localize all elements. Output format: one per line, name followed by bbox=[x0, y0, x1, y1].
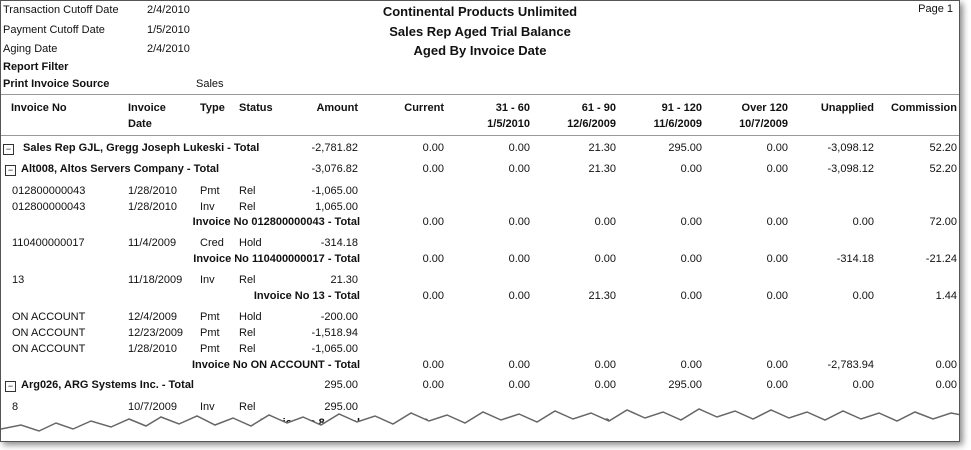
report-subtitle: Aged By Invoice Date bbox=[413, 43, 547, 58]
aging-c61-value: 0.00 bbox=[594, 379, 616, 391]
report-filter-label: Report Filter bbox=[3, 61, 69, 73]
aging-c31-value: 0.00 bbox=[508, 163, 530, 175]
invoice-date: 12/4/2009 bbox=[128, 311, 177, 323]
invoice-type: Inv bbox=[200, 274, 215, 286]
filter-value-payment-cutoff: 1/5/2010 bbox=[147, 24, 190, 36]
filter-label-transaction-cutoff: Transaction Cutoff Date bbox=[3, 4, 119, 16]
collapse-toggle-icon[interactable]: − bbox=[3, 144, 14, 155]
col-91-120-date: 11/6/2009 bbox=[653, 118, 702, 130]
aging-c91-value: 295.00 bbox=[668, 142, 702, 154]
amount-value: 21.30 bbox=[330, 274, 358, 286]
aging-over-value: 0.00 bbox=[766, 359, 788, 371]
invoice-type: Cred bbox=[200, 237, 224, 249]
amount-value: 1,065.00 bbox=[315, 201, 358, 213]
aging-unapplied-value: -3,098.12 bbox=[827, 163, 874, 175]
aging-commission-value: -21.24 bbox=[925, 253, 957, 265]
aging-current-value: 0.00 bbox=[422, 379, 444, 391]
aging-c91-value: 0.00 bbox=[680, 359, 702, 371]
aging-c61-value: 21.30 bbox=[588, 163, 616, 175]
aging-current-value: 0.00 bbox=[422, 290, 444, 302]
col-31-60: 31 - 60 bbox=[495, 102, 530, 114]
detail-row bbox=[1, 274, 959, 290]
detail-row bbox=[1, 327, 959, 343]
aging-current-value: 0.00 bbox=[422, 359, 444, 371]
aging-current-value: 0.00 bbox=[422, 216, 444, 228]
aging-c61-value: 0.00 bbox=[594, 359, 616, 371]
aging-unapplied-value: 0.00 bbox=[852, 216, 874, 228]
aging-c61-value: 21.30 bbox=[588, 142, 616, 154]
filter-value-transaction-cutoff: 2/4/2010 bbox=[147, 4, 190, 16]
detail-row bbox=[1, 201, 959, 217]
aging-c31-value: 0.00 bbox=[508, 142, 530, 154]
invoice-no: ON ACCOUNT bbox=[12, 327, 86, 339]
invoice-no: 13 bbox=[12, 274, 25, 286]
aging-c61-value: 21.30 bbox=[588, 290, 616, 302]
invoice-type: Inv bbox=[200, 401, 215, 413]
invoice-date: 12/23/2009 bbox=[128, 327, 184, 339]
invoice-date: 1/28/2010 bbox=[128, 201, 177, 213]
aging-unapplied-value: 0.00 bbox=[852, 379, 874, 391]
aging-current-value: 0.00 bbox=[422, 163, 444, 175]
aging-current-value: 0.00 bbox=[422, 142, 444, 154]
filter-value-aging-date: 2/4/2010 bbox=[147, 43, 190, 55]
invoice-total-row bbox=[1, 253, 959, 269]
aging-over-value: 0.00 bbox=[766, 142, 788, 154]
aging-c31-value: 0.00 bbox=[508, 290, 530, 302]
invoice-status: Hold bbox=[239, 311, 262, 323]
invoice-status: Rel bbox=[239, 274, 256, 286]
torn-edge bbox=[1, 407, 960, 441]
invoice-total-label: Invoice No ON ACCOUNT - Total bbox=[191, 359, 360, 371]
invoice-status: Rel bbox=[239, 343, 256, 355]
aging-c91-value: 0.00 bbox=[680, 216, 702, 228]
invoice-status: Hold bbox=[239, 237, 262, 249]
report-title: Sales Rep Aged Trial Balance bbox=[389, 24, 571, 39]
col-invoice-date-line2: Date bbox=[128, 118, 152, 130]
amount-value: 295.00 bbox=[324, 401, 358, 413]
invoice-date: 11/4/2009 bbox=[128, 237, 177, 249]
aging-c31-value: 0.00 bbox=[508, 379, 530, 391]
col-commission: Commission bbox=[890, 102, 957, 114]
print-invoice-source-value: Sales bbox=[196, 78, 224, 90]
col-over-120-date: 10/7/2009 bbox=[739, 118, 788, 130]
col-amount: Amount bbox=[316, 102, 358, 114]
invoice-no: ON ACCOUNT bbox=[12, 343, 86, 355]
aging-over-value: 0.00 bbox=[766, 163, 788, 175]
invoice-no: 8 bbox=[12, 401, 19, 413]
filter-label-aging-date: Aging Date bbox=[3, 43, 58, 55]
invoice-total-label: Invoice No 012800000043 - Total bbox=[192, 216, 360, 228]
aging-commission-value: 52.20 bbox=[929, 163, 957, 175]
invoice-type: Inv bbox=[200, 201, 215, 213]
aging-c91-value: 0.00 bbox=[680, 253, 702, 265]
invoice-no: 012800000043 bbox=[12, 201, 86, 213]
group-total-row bbox=[1, 379, 959, 395]
col-invoice-no: Invoice No bbox=[11, 102, 67, 114]
aging-c91-value: 0.00 bbox=[680, 290, 702, 302]
invoice-date: 10/7/2009 bbox=[128, 401, 177, 413]
aging-over-value: 0.00 bbox=[766, 253, 788, 265]
aging-unapplied-value: -314.18 bbox=[836, 253, 874, 265]
print-invoice-source-label: Print Invoice Source bbox=[3, 78, 110, 90]
col-invoice-date: Invoice bbox=[128, 102, 166, 114]
page-number: Page 1 bbox=[918, 3, 953, 15]
aging-over-value: 0.00 bbox=[766, 290, 788, 302]
invoice-type: Pmt bbox=[200, 185, 220, 197]
invoice-status: Rel bbox=[239, 401, 256, 413]
invoice-date: 1/28/2010 bbox=[128, 343, 177, 355]
invoice-total-label: Invoice No 110400000017 - Total bbox=[193, 253, 360, 265]
amount-value: -3,076.82 bbox=[311, 163, 358, 175]
aging-c31-value: 0.00 bbox=[508, 216, 530, 228]
aging-c31-value: 0.00 bbox=[508, 253, 530, 265]
col-61-90: 61 - 90 bbox=[581, 102, 616, 114]
aging-unapplied-value: -2,783.94 bbox=[827, 359, 874, 371]
aging-commission-value: 72.00 bbox=[929, 216, 957, 228]
company-name: Continental Products Unlimited bbox=[382, 4, 578, 19]
detail-row bbox=[1, 311, 959, 327]
group-total-row bbox=[1, 142, 959, 158]
invoice-status: Rel bbox=[239, 185, 256, 197]
invoice-total-row bbox=[1, 290, 959, 306]
invoice-total-row bbox=[1, 216, 959, 232]
invoice-no: 012800000043 bbox=[12, 185, 86, 197]
aging-c31-value: 0.00 bbox=[508, 359, 530, 371]
amount-value: -1,065.00 bbox=[311, 343, 358, 355]
aging-unapplied-value: -3,098.12 bbox=[827, 142, 874, 154]
amount-value: -1,065.00 bbox=[311, 185, 358, 197]
collapse-toggle-icon[interactable]: − bbox=[5, 381, 16, 392]
aging-c91-value: 0.00 bbox=[680, 163, 702, 175]
aging-unapplied-value: 0.00 bbox=[852, 290, 874, 302]
aging-commission-value: 0.00 bbox=[935, 359, 957, 371]
col-61-90-date: 12/6/2009 bbox=[567, 118, 616, 130]
header-divider-bottom bbox=[1, 135, 959, 136]
aging-c61-value: 0.00 bbox=[594, 253, 616, 265]
invoice-type: Pmt bbox=[200, 311, 220, 323]
amount-value: -200.00 bbox=[320, 311, 358, 323]
amount-value: -1,518.94 bbox=[311, 327, 358, 339]
col-over-120: Over 120 bbox=[741, 102, 788, 114]
aging-c91-value: 295.00 bbox=[668, 379, 702, 391]
amount-value: -2,781.82 bbox=[311, 142, 358, 154]
group-label: Arg026, ARG Systems Inc. - Total bbox=[21, 379, 194, 391]
aging-commission-value: 0.00 bbox=[935, 379, 957, 391]
aging-c61-value: 0.00 bbox=[594, 216, 616, 228]
detail-row bbox=[1, 185, 959, 201]
detail-row bbox=[1, 343, 959, 359]
amount-value: 295.00 bbox=[324, 379, 358, 391]
invoice-total-label: Invoice No 13 - Total bbox=[253, 290, 360, 302]
aging-commission-value: 1.44 bbox=[935, 290, 957, 302]
col-31-60-date: 1/5/2010 bbox=[487, 118, 530, 130]
col-current: Current bbox=[404, 102, 444, 114]
col-status: Status bbox=[239, 102, 273, 114]
amount-value: -314.18 bbox=[320, 237, 358, 249]
header-divider-top bbox=[1, 94, 959, 95]
invoice-date: 1/28/2010 bbox=[128, 185, 177, 197]
detail-row bbox=[1, 237, 959, 253]
aging-commission-value: 52.20 bbox=[929, 142, 957, 154]
collapse-toggle-icon[interactable]: − bbox=[5, 165, 16, 176]
group-label: Sales Rep GJL, Gregg Joseph Lukeski - Total bbox=[23, 142, 260, 154]
invoice-no: ON ACCOUNT bbox=[12, 311, 86, 323]
invoice-status: Rel bbox=[239, 201, 256, 213]
aging-over-value: 0.00 bbox=[766, 216, 788, 228]
col-unapplied: Unapplied bbox=[820, 102, 874, 114]
filter-label-payment-cutoff: Payment Cutoff Date bbox=[3, 24, 105, 36]
invoice-type: Pmt bbox=[200, 343, 220, 355]
col-91-120: 91 - 120 bbox=[661, 102, 702, 114]
aging-over-value: 0.00 bbox=[766, 379, 788, 391]
invoice-date: 11/18/2009 bbox=[128, 274, 183, 286]
invoice-status: Rel bbox=[239, 327, 256, 339]
aging-current-value: 0.00 bbox=[422, 253, 444, 265]
col-type: Type bbox=[200, 102, 225, 114]
group-total-row bbox=[1, 163, 959, 179]
invoice-no: 110400000017 bbox=[12, 237, 85, 249]
invoice-total-row bbox=[1, 359, 959, 375]
group-label: Alt008, Altos Servers Company - Total bbox=[21, 163, 220, 175]
invoice-type: Pmt bbox=[200, 327, 220, 339]
